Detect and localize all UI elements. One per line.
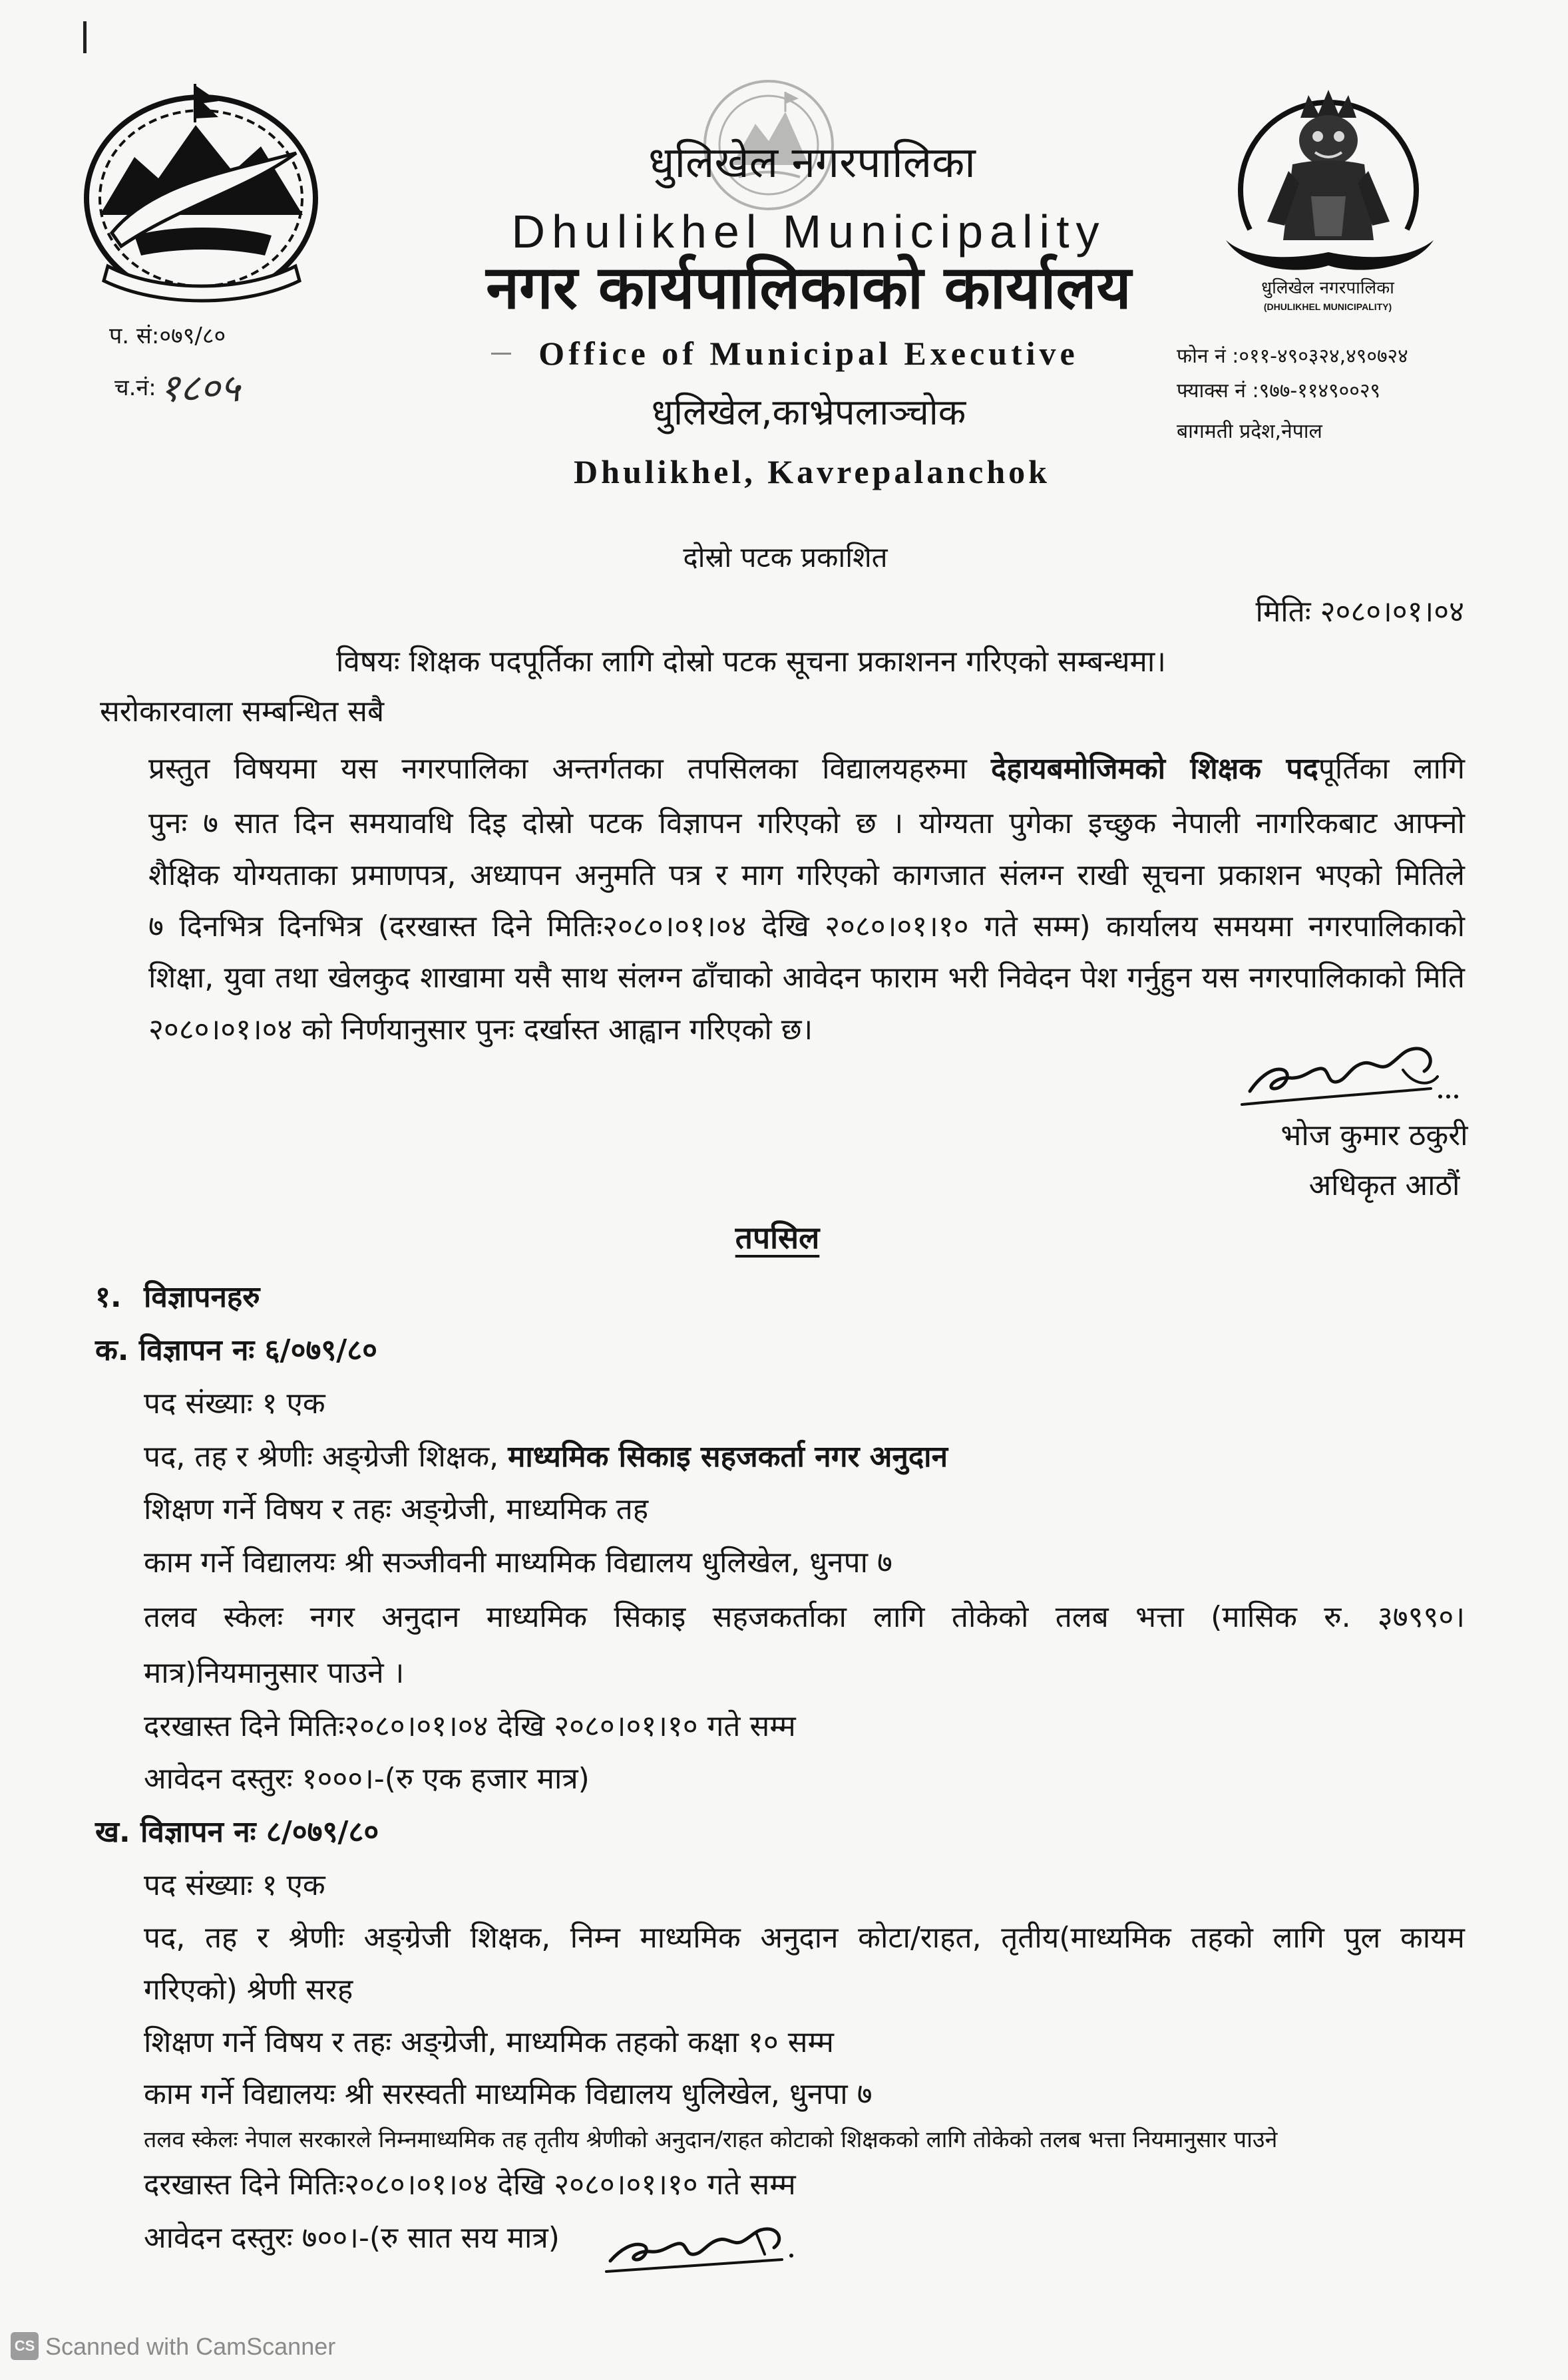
- salutation: सरोकारवाला सम्बन्धित सबै: [100, 695, 385, 729]
- phone-number: फोन नं :०११-४९०३२४,४९०७२४: [1177, 345, 1408, 368]
- ad-level: पद, तह र श्रेणीः अङ्ग्रेजी शिक्षक, निम्न माध्यमिक अनुदान कोटा/राहत, तृतीय(माध्यमिक तहको लागि पुल कायम: [144, 1921, 1465, 1955]
- scanner-text: Scanned with CamScanner: [45, 2333, 336, 2360]
- signature-icon: [1237, 1030, 1466, 1120]
- ad-salary: मात्र)नियमानुसार पाउने ।: [144, 1656, 405, 1690]
- logo-caption-en: (DHULIKHEL MUNICIPALITY): [1263, 301, 1392, 312]
- nepal-emblem-icon: [73, 79, 329, 308]
- ad-subject: शिक्षण गर्ने विषय र तहः अङ्ग्रेजी, माध्यमिक तह: [144, 1492, 649, 1526]
- ad-salary: तलव स्केलः नगर अनुदान माध्यमिक सिकाइ सहजकर्ताका लागि तोकेको तलब भत्ता (मासिक रु. ३७९९०।: [144, 1600, 1465, 1634]
- ad-level: गरिएको) श्रेणी सरह: [144, 1973, 353, 2007]
- dispatch-label: च.नं:: [114, 375, 156, 401]
- body-line: शिक्षा, युवा तथा खेलकुद शाखामा यसै साथ संलग्न ढाँचाको आवेदन फाराम भरी निवेदन पेश गर्नुहुन यस नगरपालिकाको मिति: [148, 961, 1465, 995]
- municipality-seal-icon: [686, 72, 852, 218]
- ad-level-bold: माध्यमिक सिकाइ सहजकर्ता नगर अनुदान: [508, 1440, 948, 1474]
- ad-fee: आवेदन दस्तुरः ७००।-(रु सात सय मात्र): [144, 2221, 560, 2255]
- office-name-en: Office of Municipal Executive: [538, 335, 1079, 372]
- municipality-name-np: धुलिखेल नगरपालिका: [648, 138, 976, 188]
- dhulikhel-logo-icon: [1223, 83, 1436, 283]
- address-np: धुलिखेल,काभ्रेपलाञ्चोक: [651, 391, 966, 433]
- ad-salary: तलव स्केलः नेपाल सरकारले निम्नमाध्यमिक तह तृतीय श्रेणीको अनुदान/राहत कोटाको शिक्षकको लागि तोकेको तलब भत्ता नियमानुसार पाउने: [144, 2126, 1278, 2153]
- publication-note: दोस्रो पटक प्रकाशित: [683, 541, 888, 574]
- signatory-name: भोज कुमार ठकुरी: [1280, 1118, 1468, 1152]
- ad-level: [144, 1437, 1465, 1477]
- ad-apply-dates: दरखास्त दिने मितिः२०८०।०१।०४ देखि २०८०।०१।१० गते सम्म: [144, 1709, 796, 1743]
- body-text-bold: देहायबमोजिमको शिक्षक पद: [990, 752, 1318, 786]
- body-line: पुनः ७ सात दिन समयावधि दिइ दोस्रो पटक विज्ञापन गरिएको छ । योग्यता पुगेका इच्छुक नेपाली नागरिकबाट आफ्नो: [148, 806, 1465, 840]
- ad-apply-dates: दरखास्त दिने मितिः२०८०।०१।०४ देखि २०८०।०१।१० गते सम्म: [144, 2168, 796, 2202]
- body-line: [148, 749, 1465, 789]
- body-text: पूर्तिका लागि: [1318, 752, 1466, 786]
- province-country: बागमती प्रदेश,नेपाल: [1177, 420, 1322, 443]
- margin-tick-mark: [83, 21, 87, 53]
- notice-date: मितिः २०८०।०१।०४: [1255, 595, 1464, 629]
- body-text: प्रस्तुत विषयमा यस नगरपालिका अन्तर्गतका तपसिलका विद्यालयहरुमा: [148, 752, 991, 786]
- ad-subject: शिक्षण गर्ने विषय र तहः अङ्ग्रेजी, माध्यमिक तहको कक्षा १० सम्म: [144, 2025, 834, 2059]
- ad-fee: आवेदन दस्तुरः १०००।-(रु एक हजार मात्र): [144, 1762, 590, 1796]
- body-line: २०८०।०१।०४ को निर्णयानुसार पुनः दर्खास्त आह्वान गरिएको छ।: [148, 1013, 813, 1047]
- municipality-name-en: Dhulikhel Municipality: [511, 206, 1106, 257]
- fax-number: फ्याक्स नं :९७७-११४९००२९: [1177, 379, 1381, 403]
- section-number: १.: [95, 1280, 122, 1314]
- signatory-title: अधिकृत आठौं: [1308, 1168, 1460, 1202]
- ad-posts: पद संख्याः १ एक: [144, 1387, 325, 1421]
- signature-icon: [602, 2214, 802, 2281]
- body-line: शैक्षिक योग्यताका प्रमाणपत्र, अध्यापन अनुमति पत्र र माग गरिएको कागजात संलग्न राखी सूचना प्रकाशन भएको मितिले: [148, 858, 1465, 892]
- office-name-np: नगर कार्यपालिकाको कार्यालय: [486, 253, 1131, 323]
- reference-number: प. सं:०७९/८०: [109, 323, 226, 349]
- ad-heading: क. विज्ञापन नः ६/०७९/८०: [95, 1333, 378, 1367]
- ad-heading: ख. विज्ञापन नः ८/०७९/८०: [95, 1815, 379, 1849]
- section-title: विज्ञापनहरु: [144, 1280, 260, 1314]
- ad-school: काम गर्ने विद्यालयः श्री सञ्जीवनी माध्यमिक विद्यालय धुलिखेल, धुनपा ७: [144, 1546, 892, 1580]
- body-line: ७ दिनभित्र दिनभित्र (दरखास्त दिने मितिः२०८०।०१।०४ देखि २०८०।०१।१० गते सम्म) कार्यालय समयमा नगरपालिकाको: [148, 910, 1465, 943]
- notice-subject: विषयः शिक्षक पदपूर्तिका लागि दोस्रो पटक सूचना प्रकाशनन गरिएको सम्बन्धमा।: [336, 645, 1166, 679]
- logo-caption-np: धुलिखेल नगरपालिका: [1261, 278, 1394, 298]
- ad-level-text: पद, तह र श्रेणीः अङ्ग्रेजी शिक्षक,: [144, 1440, 508, 1474]
- ad-posts: पद संख्याः १ एक: [144, 1868, 325, 1902]
- address-en: Dhulikhel, Kavrepalanchok: [574, 453, 1050, 490]
- ad-school: काम गर्ने विद्यालयः श्री सरस्वती माध्यमिक विद्यालय धुलिखेल, धुनपा ७: [144, 2077, 873, 2111]
- dispatch-number: १८०५: [160, 365, 240, 411]
- scanner-badge: CS: [11, 2332, 39, 2360]
- tapsil-title: तपसिल: [735, 1220, 820, 1256]
